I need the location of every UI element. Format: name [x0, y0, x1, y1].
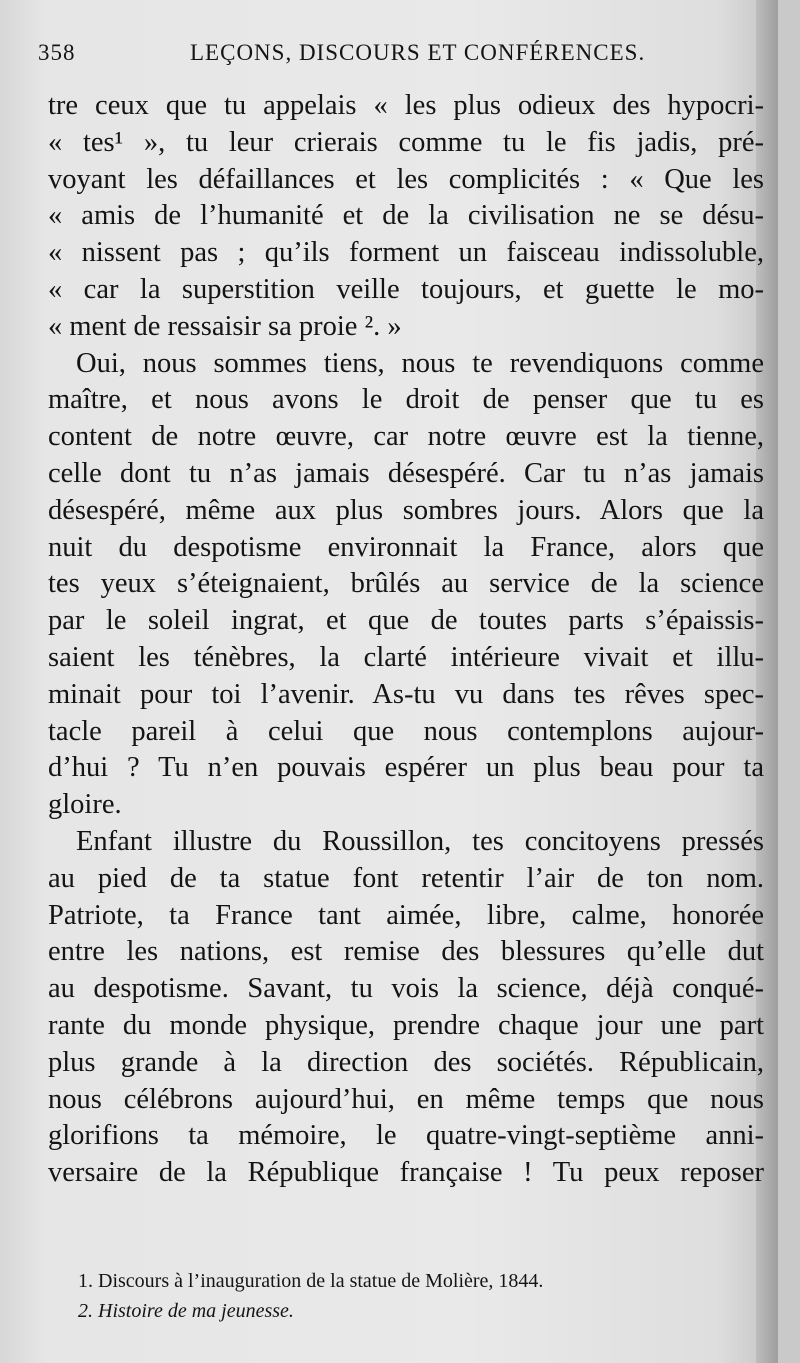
text-line: par le soleil ingrat, et que de toutes parts s’épaissis- — [48, 605, 764, 637]
paragraph-2 — [48, 346, 764, 824]
text-line: Oui, nous sommes tiens, nous te revendiquons comme — [76, 347, 764, 379]
text-line: saient les ténèbres, la clarté intérieure vivait et illu- — [48, 641, 764, 673]
text-line: maître, et nous avons le droit de penser que tu es — [48, 384, 764, 416]
text-line: nous célébrons aujourd’hui, en même temps que nous — [48, 1083, 764, 1115]
text-line: versaire de la République française ! Tu peux reposer — [48, 1157, 764, 1189]
text-line: au pied de ta statue font retentir l’air de ton nom. — [48, 862, 764, 894]
paragraph-3 — [48, 824, 764, 1192]
text-line: plus grande à la direction des sociétés. Républicain, — [48, 1046, 764, 1078]
running-header — [38, 40, 750, 80]
page-number: 358 — [38, 40, 76, 65]
text-line: désespéré, même aux plus sombres jours. Alors que la — [48, 494, 764, 526]
text-line: gloire. — [48, 789, 122, 821]
text-line: Patriote, ta France tant aimée, libre, calme, honorée — [48, 899, 764, 931]
text-line: « amis de l’humanité et de la civilisation ne se désu- — [48, 200, 764, 232]
paragraph-1 — [48, 88, 764, 346]
text-line: tre ceux que tu appelais « les plus odieux des hypocri- — [48, 90, 764, 121]
footnote-1: 1. Discours à l’inauguration de la statue de Molière, 1844. — [78, 1270, 544, 1292]
text-line: nuit du despotisme environnait la France, alors que — [48, 531, 764, 563]
body-text — [48, 88, 764, 1192]
text-line: glorifions ta mémoire, le quatre-vingt-septième anni- — [48, 1120, 764, 1152]
text-line: « ment de ressaisir sa proie ². » — [48, 310, 402, 342]
text-line: rante du monde physique, prendre chaque jour une part — [48, 1009, 764, 1041]
footnote-2: 2. Histoire de ma jeunesse. — [78, 1300, 294, 1322]
text-line: tacle pareil à celui que nous contemplons aujour- — [48, 715, 764, 747]
text-line: au despotisme. Savant, tu vois la science, déjà conqué- — [48, 973, 764, 1005]
text-line: celle dont tu n’as jamais désespéré. Car tu n’as jamais — [48, 457, 764, 489]
text-line: minait pour toi l’avenir. As-tu vu dans tes rêves spec- — [48, 678, 764, 710]
text-line: d’hui ? Tu n’en pouvais espérer un plus beau pour ta — [48, 752, 764, 784]
text-line: « car la superstition veille toujours, et guette le mo- — [48, 273, 764, 305]
running-title: LEÇONS, DISCOURS ET CONFÉRENCES. — [190, 40, 646, 65]
text-line: « nissent pas ; qu’ils forment un faisceau indissoluble, — [48, 237, 764, 269]
text-line: entre les nations, est remise des blessures qu’elle dut — [48, 936, 764, 968]
text-line: « tes¹ », tu leur crierais comme tu le fis jadis, pré- — [48, 126, 764, 158]
text-line: voyant les défaillances et les complicités : « Que les — [48, 163, 764, 195]
footnotes — [78, 1266, 758, 1326]
text-line: tes yeux s’éteignaient, brûlés au service de la science — [48, 568, 764, 600]
text-line: content de notre œuvre, car notre œuvre est la tienne, — [48, 421, 764, 453]
text-line: Enfant illustre du Roussillon, tes concitoyens pressés — [76, 825, 764, 857]
